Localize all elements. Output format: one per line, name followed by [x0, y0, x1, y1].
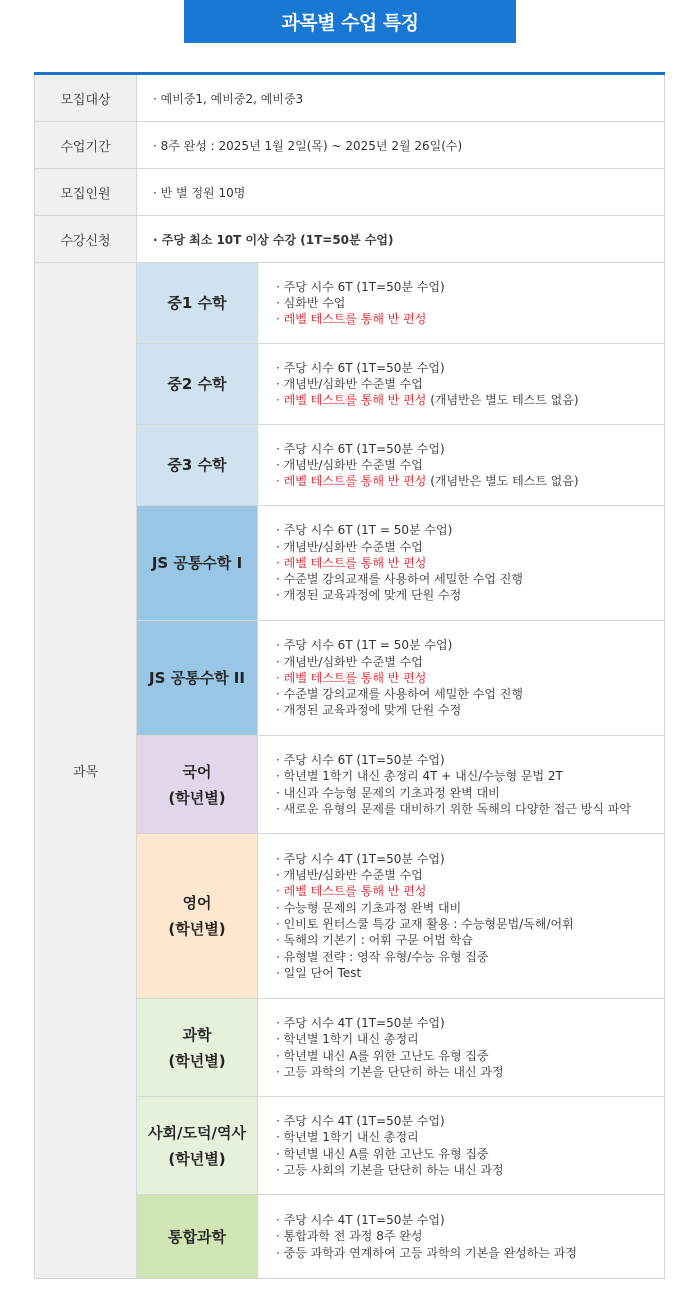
info-value: · 8주 완성 : 2025년 1월 2일(목) ~ 2025년 2월 26일(수)	[137, 122, 665, 168]
subject-description	[258, 736, 664, 833]
subject-name	[137, 1195, 258, 1278]
description-line	[276, 457, 664, 473]
description-line	[276, 555, 664, 571]
info-row-target	[34, 75, 665, 122]
description-text: · 내신과 수능형 문제의 기초과정 완벽 대비	[276, 785, 500, 800]
subject-description	[258, 1195, 664, 1278]
description-text: · 수준별 강의교재를 사용하여 세밀한 수업 진행	[276, 572, 523, 587]
description-line	[276, 1113, 664, 1129]
info-value: · 주당 최소 10T 이상 수강 (1T=50분 수업)	[137, 216, 665, 262]
description-text: · 레벨 테스트를 통해 반 편성	[276, 312, 427, 327]
subject-row	[137, 1195, 664, 1278]
description-text: · 학년별 내신 A를 위한 고난도 유형 집중	[276, 1146, 489, 1161]
info-label: 수강신청	[34, 216, 137, 262]
description-text: · 레벨 테스트를 통해 반 편성	[276, 670, 427, 685]
description-text: · 중등 과학과 연계하여 고등 과학의 기본을 완성하는 과정	[276, 1245, 577, 1260]
description-line	[276, 654, 664, 670]
description-line	[276, 916, 664, 932]
subject-row	[137, 344, 664, 425]
description-line	[276, 311, 664, 327]
description-line	[276, 883, 664, 899]
description-text: · 학년별 내신 A를 위한 고난도 유형 집중	[276, 1048, 489, 1063]
subjects-section	[34, 263, 665, 1279]
description-line	[276, 801, 664, 817]
subject-name-main: 과학	[182, 1025, 212, 1044]
course-info-table	[34, 72, 665, 1279]
description-text: · 수능형 문제의 기초과정 완벽 대비	[276, 900, 462, 915]
description-text: · 개념반/심화반 수준별 수업	[276, 654, 423, 669]
subject-description	[258, 344, 664, 424]
info-label: 모집대상	[34, 75, 137, 121]
description-line	[276, 279, 664, 295]
description-line	[276, 1146, 664, 1162]
description-line	[276, 376, 664, 392]
description-line	[276, 1031, 664, 1047]
subject-name-sub: (학년별)	[168, 788, 226, 807]
description-text: · 고등 과학의 기본을 단단히 하는 내신 과정	[276, 1064, 504, 1079]
subject-name-sub: (학년별)	[168, 1149, 226, 1168]
subject-name	[137, 344, 258, 424]
description-line	[276, 441, 664, 457]
description-note: (개념반은 별도 테스트 없음)	[426, 393, 579, 408]
subject-row	[137, 425, 664, 506]
subject-name	[137, 834, 258, 998]
description-text: · 개념반/심화반 수준별 수업	[276, 457, 423, 472]
description-text: · 주당 시수 6T (1T = 50분 수업)	[276, 523, 453, 538]
description-text: · 개정된 교육과정에 맞게 단원 수정	[276, 703, 462, 718]
description-line	[276, 1212, 664, 1228]
description-line	[276, 785, 664, 801]
subject-list	[137, 263, 665, 1278]
description-line	[276, 1162, 664, 1178]
description-line	[276, 1064, 664, 1080]
info-row-period	[34, 122, 665, 169]
description-text: · 주당 시수 6T (1T=50분 수업)	[276, 279, 445, 294]
description-text: · 레벨 테스트를 통해 반 편성	[276, 884, 427, 899]
subject-name	[137, 621, 258, 735]
description-line	[276, 752, 664, 768]
description-text: · 레벨 테스트를 통해 반 편성	[276, 393, 427, 408]
subject-row	[137, 263, 664, 344]
description-line	[276, 702, 664, 718]
description-line	[276, 949, 664, 965]
description-line	[276, 571, 664, 587]
description-text: · 주당 시수 4T (1T=50분 수업)	[276, 1113, 445, 1128]
description-text: · 학년별 1학기 내신 총정리	[276, 1130, 419, 1145]
description-text: · 주당 시수 4T (1T=50분 수업)	[276, 851, 445, 866]
description-line	[276, 1048, 664, 1064]
description-text: · 주당 시수 6T (1T=50분 수업)	[276, 360, 445, 375]
subject-name-main: JS 공통수학 I	[151, 554, 243, 572]
description-text: · 수준별 강의교재를 사용하여 세밀한 수업 진행	[276, 687, 523, 702]
subject-description	[258, 1097, 664, 1194]
description-text: · 개념반/심화반 수준별 수업	[276, 539, 423, 554]
subject-name	[137, 999, 258, 1096]
description-line	[276, 900, 664, 916]
subject-name-main: 국어	[182, 762, 212, 781]
description-text: · 주당 시수 4T (1T=50분 수업)	[276, 1213, 445, 1228]
description-line	[276, 392, 664, 408]
subject-description	[258, 621, 664, 735]
description-text: · 학년별 1학기 내신 총정리 4T + 내신/수능형 문법 2T	[276, 769, 563, 784]
subject-row	[137, 621, 664, 736]
description-text: · 주당 시수 6T (1T=50분 수업)	[276, 752, 445, 767]
description-line	[276, 670, 664, 686]
description-line	[276, 539, 664, 555]
info-value: · 예비중1, 예비중2, 예비중3	[137, 75, 665, 121]
description-text: · 새로운 유형의 문제를 대비하기 위한 독해의 다양한 접근 방식 파악	[276, 801, 631, 816]
description-line	[276, 851, 664, 867]
subject-description	[258, 999, 664, 1096]
subject-name	[137, 263, 258, 343]
subject-name-main: 중1 수학	[167, 294, 227, 312]
description-line	[276, 867, 664, 883]
info-row-capacity	[34, 169, 665, 216]
subject-description	[258, 263, 664, 343]
subject-row	[137, 736, 664, 834]
description-line	[276, 932, 664, 948]
description-line	[276, 768, 664, 784]
description-text: · 유형별 전략 : 영작 유형/수능 유형 집중	[276, 949, 489, 964]
description-text: · 학년별 1학기 내신 총정리	[276, 1032, 419, 1047]
description-text: · 심화반 수업	[276, 295, 346, 310]
description-note: (개념반은 별도 테스트 없음)	[426, 474, 579, 489]
info-row-registration	[34, 216, 665, 263]
description-line	[276, 1245, 664, 1261]
description-line	[276, 587, 664, 603]
subject-name-main: 영어	[182, 894, 212, 912]
description-text: · 주당 시수 6T (1T=50분 수업)	[276, 441, 445, 456]
description-line	[276, 1228, 664, 1244]
subject-name-main: 중3 수학	[167, 456, 227, 474]
description-line	[276, 637, 664, 653]
subject-name-main: 사회/도덕/역사	[148, 1123, 246, 1142]
description-text: · 레벨 테스트를 통해 반 편성	[276, 474, 427, 489]
description-line	[276, 295, 664, 311]
description-text: · 통합과학 전 과정 8주 완성	[276, 1229, 423, 1244]
info-value: · 반 별 정원 10명	[137, 169, 665, 215]
subject-name-main: 중2 수학	[167, 375, 227, 393]
subjects-label: 과목	[34, 263, 137, 1278]
subject-name-main: 통합과학	[168, 1227, 226, 1246]
description-text: · 주당 시수 4T (1T=50분 수업)	[276, 1015, 445, 1030]
description-text: · 주당 시수 6T (1T = 50분 수업)	[276, 638, 453, 653]
info-label: 모집인원	[34, 169, 137, 215]
subject-row	[137, 834, 664, 999]
page-title: 과목별 수업 특징	[184, 0, 516, 43]
description-text: · 레벨 테스트를 통해 반 편성	[276, 555, 427, 570]
description-line	[276, 1129, 664, 1145]
description-line	[276, 360, 664, 376]
description-line	[276, 473, 664, 489]
description-text: · 인비토 윈터스쿨 특강 교재 활용 : 수능형문법/독해/어휘	[276, 917, 574, 931]
description-text: · 개정된 교육과정에 맞게 단원 수정	[276, 588, 462, 603]
subject-description	[258, 425, 664, 505]
description-text: · 독해의 기본기 : 어휘 구문 어법 학습	[276, 933, 473, 948]
subject-name-main: JS 공통수학 II	[149, 669, 245, 687]
description-text: · 일일 단어 Test	[276, 965, 362, 980]
info-label: 수업기간	[34, 122, 137, 168]
subject-row	[137, 999, 664, 1097]
subject-name-sub: (학년별)	[168, 1051, 226, 1070]
subject-name	[137, 506, 258, 620]
subject-description	[258, 506, 664, 620]
subject-row	[137, 506, 664, 621]
subject-name	[137, 425, 258, 505]
description-line	[276, 965, 664, 981]
description-line	[276, 1015, 664, 1031]
subject-name-sub: (학년별)	[168, 920, 226, 938]
subject-name	[137, 1097, 258, 1194]
subject-description	[258, 834, 664, 998]
description-text: · 개념반/심화반 수준별 수업	[276, 868, 423, 883]
description-line	[276, 686, 664, 702]
description-text: · 고등 사회의 기본을 단단히 하는 내신 과정	[276, 1162, 504, 1177]
description-line	[276, 522, 664, 538]
subject-name	[137, 736, 258, 833]
description-text: · 개념반/심화반 수준별 수업	[276, 376, 423, 391]
subject-row	[137, 1097, 664, 1195]
